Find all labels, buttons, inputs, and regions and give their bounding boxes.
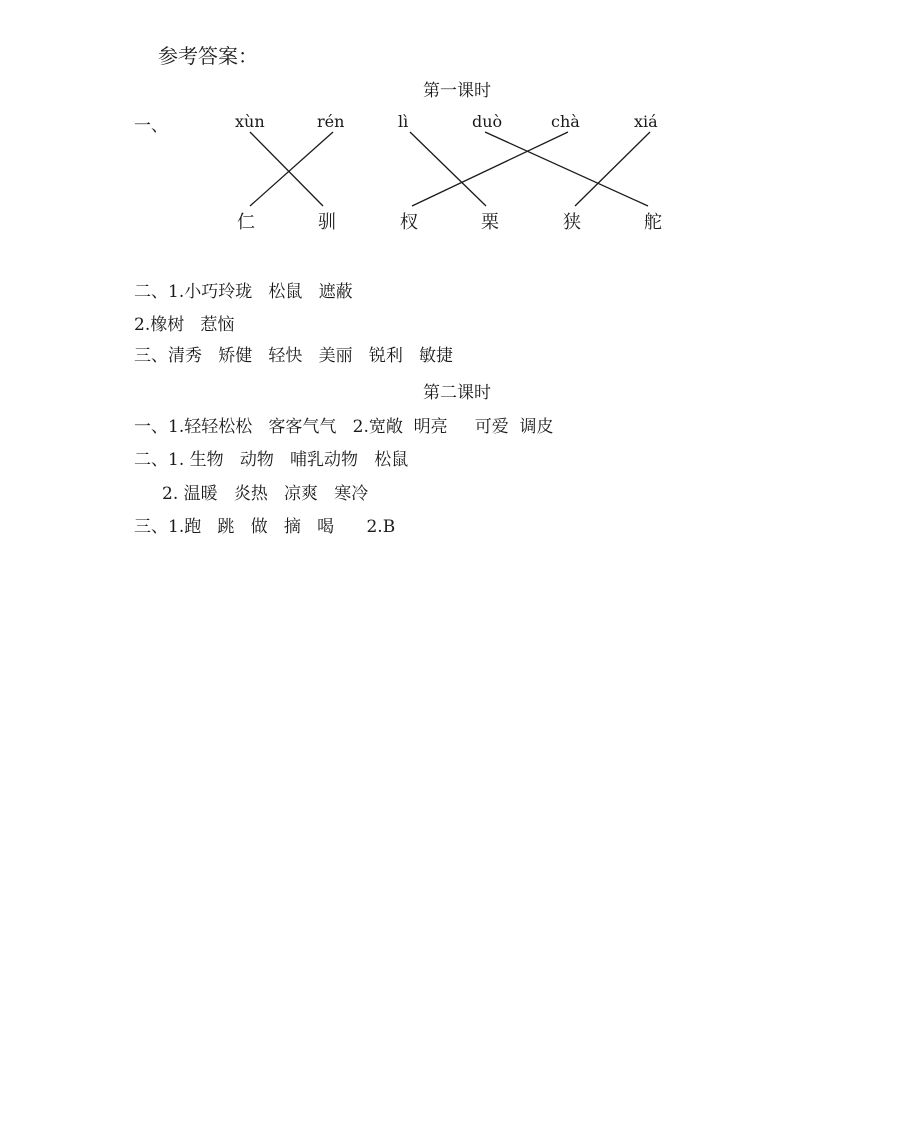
pinyin-6: xiá — [634, 112, 658, 131]
char-3: 杈 — [400, 212, 418, 233]
char-4: 栗 — [481, 212, 499, 233]
match-line-ren — [250, 132, 333, 206]
match-line-xun — [250, 132, 323, 206]
match-line-duo — [485, 132, 648, 206]
lesson2-part1: 一、1.轻轻松松 客客气气 2.宽敞 明亮 可爱 调皮 — [134, 417, 554, 437]
lesson1-part2-line2: 2.橡树 惹恼 — [134, 315, 235, 335]
char-1: 仁 — [237, 212, 255, 233]
lesson2-part3: 三、1.跑 跳 做 摘 喝 2.B — [134, 517, 396, 537]
lesson1-part3: 三、清秀 矫健 轻快 美丽 锐利 敏捷 — [134, 346, 454, 366]
lesson1-part1-label: 一、 — [134, 116, 168, 136]
lesson1-part2-line1: 二、1.小巧玲珑 松鼠 遮蔽 — [134, 282, 353, 302]
pinyin-2: rén — [317, 112, 345, 131]
pinyin-3: lì — [398, 112, 409, 131]
lesson2-part2-line2: 2. 温暖 炎热 凉爽 寒冷 — [162, 484, 369, 504]
char-6: 舵 — [644, 212, 662, 233]
pinyin-1: xùn — [235, 112, 265, 131]
char-5: 狭 — [563, 212, 581, 233]
char-2: 驯 — [318, 212, 336, 233]
lesson2-heading: 第二课时 — [423, 383, 491, 403]
lesson2-part2-line1: 二、1. 生物 动物 哺乳动物 松鼠 — [134, 450, 409, 470]
match-line-li — [410, 132, 486, 206]
pinyin-4: duò — [472, 112, 503, 131]
pinyin-5: chà — [551, 112, 580, 131]
lesson1-heading: 第一课时 — [423, 81, 491, 101]
answer-title: 参考答案： — [158, 44, 258, 68]
match-line-cha — [412, 132, 568, 206]
match-line-xia — [575, 132, 650, 206]
